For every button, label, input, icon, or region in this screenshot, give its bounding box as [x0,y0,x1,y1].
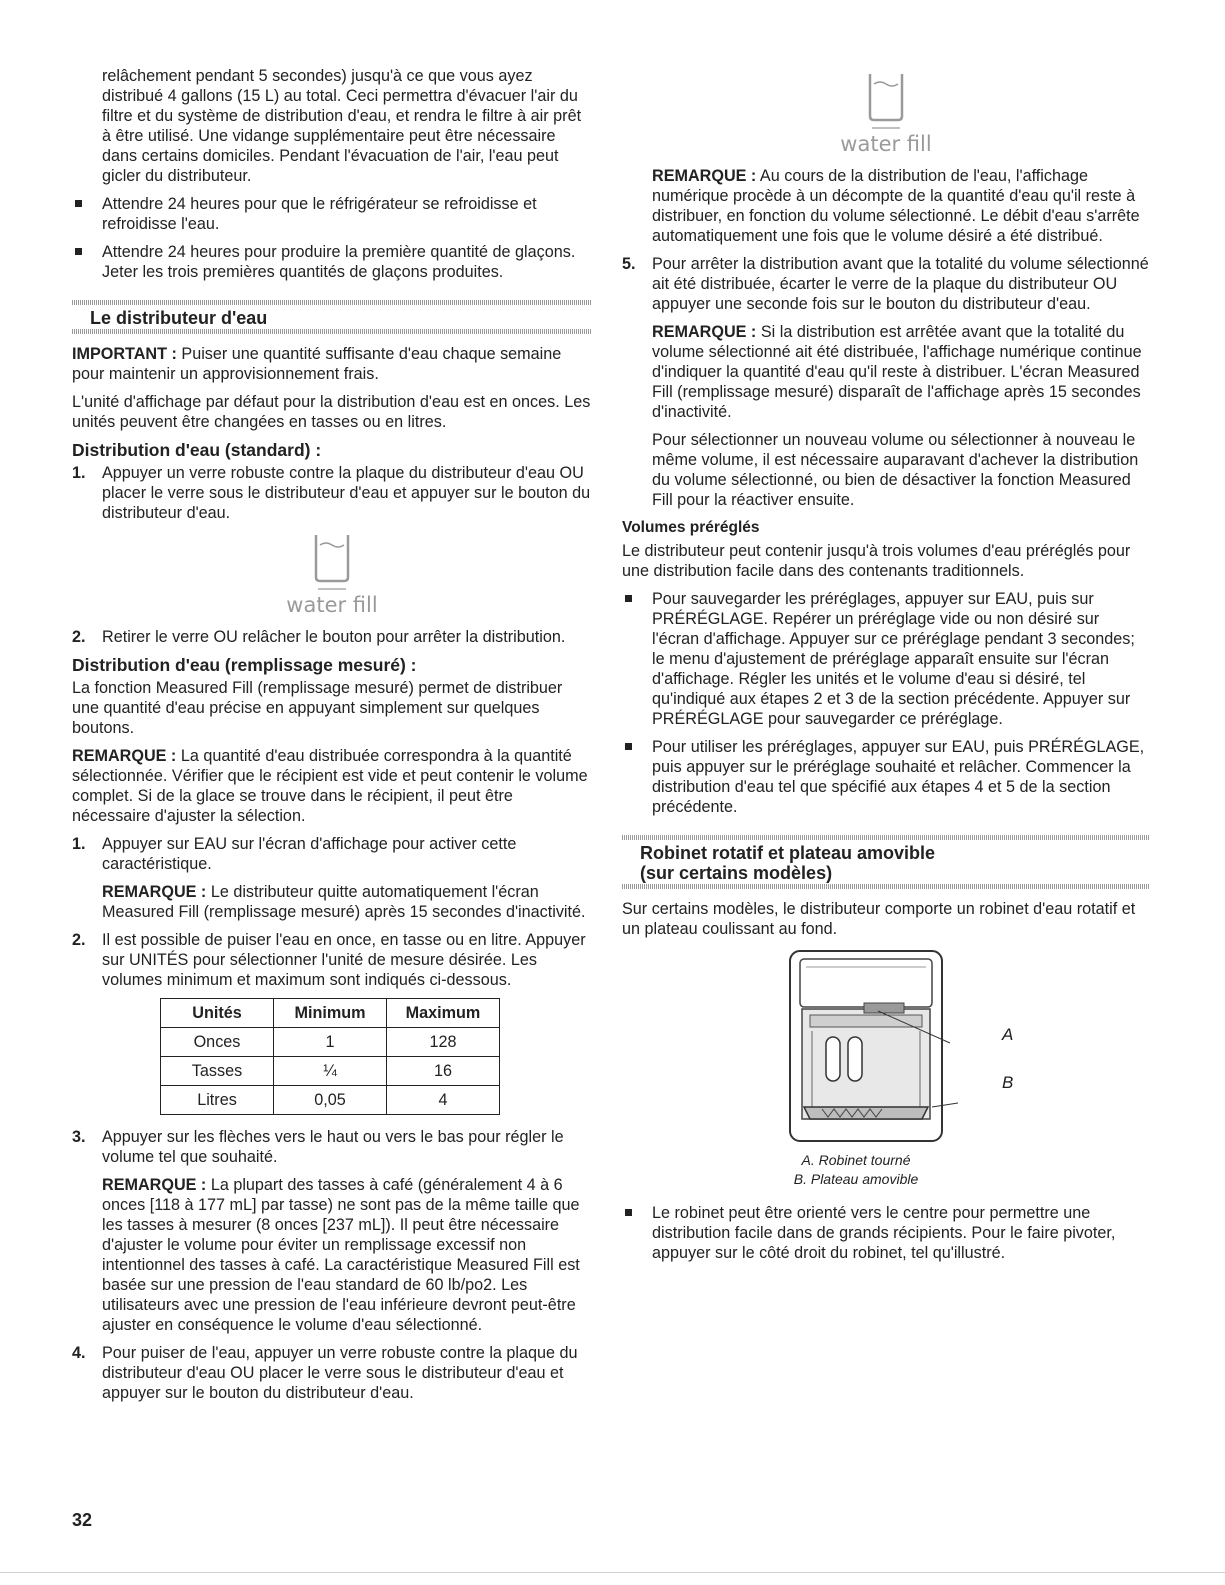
step-item [72,1343,592,1403]
list-item [622,589,1150,729]
bullet-text: Le robinet peut être orienté vers le centre pour permettre une distribution facile dans de grands récipients. Pour le faire pivoter, appuyer sur le côté droit du robinet, tel qu'illustré. [652,1204,1116,1262]
table-row [161,1057,500,1086]
note-paragraph [72,746,592,826]
list-item [622,1203,1150,1263]
table-cell: 1 [274,1028,387,1057]
bullet-square-icon [625,743,632,750]
bullet-square-icon [625,1209,632,1216]
right-column [622,70,1150,1271]
step-number: 3. [72,1128,86,1146]
subheading-standard: Distribution d'eau (standard) : [72,440,322,460]
subheading-presets: Volumes préréglés [622,519,760,536]
glass-icon [302,531,362,591]
note-paragraph [622,322,1150,422]
left-column [72,66,592,1411]
table-cell: Litres [161,1086,274,1115]
note-paragraph [72,882,592,922]
step-item [622,254,1150,314]
step-item [72,463,592,523]
step-number: 5. [622,255,636,273]
note-text: Si la distribution est arrêtée avant que la totalité du volume sélectionné ait été distribuée, l'affichage numérique continue d'indiquer la quantité d'eau qu'il reste à distribuer. L'écran Measured Fill (remplissage mesuré) disparaît de l'affichage après 15 secondes d'inactivité. [652,323,1142,421]
section-heading-line: Robinet rotatif et plateau amovible [640,843,936,863]
table-header-row [161,999,500,1028]
table-row [161,1028,500,1057]
table-cell: 4 [387,1086,500,1115]
step-number: 1. [72,835,86,853]
important-text: Puiser une quantité suffisante d'eau chaque semaine pour maintenir un approvisionnement frais. [72,345,562,383]
bullet-text: Attendre 24 heures pour que le réfrigérateur se refroidisse et refroidisse l'eau. [102,195,537,233]
step-number: 4. [72,1344,86,1362]
water-fill-graphic [72,531,592,617]
bullet-text: Pour utiliser les préréglages, appuyer sur EAU, puis PRÉRÉGLAGE, puis appuyer sur le préréglage souhaité et relâcher. Commencer la distribution d'eau tel que spécifié aux étapes 4 et 5 de la section précédente. [652,738,1145,816]
subheading-measured: Distribution d'eau (remplissage mesuré) : [72,655,417,675]
list-item [72,242,592,282]
water-fill-label: water fill [840,132,932,156]
step-text: Retirer le verre OU relâcher le bouton pour arrêter la distribution. [102,628,566,646]
table-cell: ¼ [274,1057,387,1086]
table-cell: 16 [387,1057,500,1086]
section-heading-faucet-tray [622,835,1150,889]
step-text: Il est possible de puiser l'eau en once, en tasse ou en litre. Appuyer sur UNITÉS pour sélectionner l'unité de mesure désirée. Les volumes minimum et maximum sont indiqués ci-dessous. [102,931,586,989]
step-item [72,930,592,990]
step-number: 2. [72,931,86,949]
note-label: REMARQUE : [652,323,757,341]
step-text: Pour puiser de l'eau, appuyer un verre robuste contre la plaque du distributeur d'eau OU placer le verre sous le distributeur d'eau et appuyer sur le bouton du distributeur d'eau. [102,1344,578,1402]
label-b: B [1002,1073,1014,1092]
step-item [72,1127,592,1167]
dispenser-drawing [782,947,982,1147]
bullet-square-icon [75,248,82,255]
list-item [72,194,592,234]
note-text: La quantité d'eau distribuée correspondra à la quantité sélectionnée. Vérifier que le récipient est vide et peut contenir le volume complet. Si de la glace se trouve dans le récipient, il peut être nécessaire d'ajuster la sélection. [72,747,588,825]
note-paragraph [622,166,1150,246]
list-item [622,737,1150,817]
note-label: REMARQUE : [102,1176,207,1194]
dispenser-illustration [622,947,1150,1147]
faucet-paragraph: Sur certains modèles, le distributeur comporte un robinet d'eau rotatif et un plateau coulissant au fond. [622,900,1136,938]
step-text: Appuyer sur EAU sur l'écran d'affichage pour activer cette caractéristique. [102,835,517,873]
table-header: Unités [161,999,274,1028]
bullet-text: Pour sauvegarder les préréglages, appuyer sur EAU, puis sur PRÉRÉGLAGE. Repérer un préréglage vide ou non désiré sur l'écran d'affichage. Appuyer sur ce préréglage pendant 3 secondes; le menu d'ajustement de préréglage apparaît ensuite sur l'écran d'affichage. Régler les unités et le volume d'eau si désiré, tel qu'indiqué aux étapes 2 et 3 de la section précédente. Appuyer sur PRÉRÉGLAGE pour sauvegarder ce préréglage. [652,590,1135,728]
bullet-text: Attendre 24 heures pour produire la première quantité de glaçons. Jeter les trois premières quantités de glaçons produites. [102,243,576,281]
units-table [160,998,500,1115]
step-item [72,834,592,874]
table-cell: Tasses [161,1057,274,1086]
table-header: Minimum [274,999,387,1028]
step-text: Pour arrêter la distribution avant que la totalité du volume sélectionné ait été distribuée, écarter le verre de la plaque du distributeur OU appuyer une seconde fois sur le bouton du distributeur d'eau. [652,255,1149,313]
paragraph: Pour sélectionner un nouveau volume ou sélectionner à nouveau le même volume, il est nécessaire auparavant d'achever la distribution du volume sélectionné, ou bien de désactiver la fonction Measured Fill pour la réactiver ensuite. [652,431,1139,509]
note-label: REMARQUE : [102,883,207,901]
units-paragraph: L'unité d'affichage par défaut pour la distribution d'eau est en onces. Les unités peuvent être changées en tasses ou en litres. [72,393,591,431]
important-label: IMPORTANT : [72,345,177,363]
bullet-square-icon [625,595,632,602]
step-number: 1. [72,464,86,482]
caption-line: B. Plateau amovible [793,1171,919,1187]
measured-paragraph: La fonction Measured Fill (remplissage mesuré) permet de distribuer une quantité d'eau précise en appuyant simplement sur quelques boutons. [72,679,563,737]
table-cell: 128 [387,1028,500,1057]
intro-paragraph: relâchement pendant 5 secondes) jusqu'à ce que vous ayez distribué 4 gallons (15 L) au total. Ceci permettra d'évacuer l'air du filtre et du système de distribution d'eau, et rendra le filtre à air prêt à être utilisé. Une vidange supplémentaire peut être nécessaire dans certains domiciles. Pendant l'évacuation de l'air, l'eau peut gicler du distributeur. [102,67,582,185]
section-heading-water-dispenser: Le distributeur d'eau [72,300,592,334]
table-header: Maximum [387,999,500,1028]
step-text: Appuyer un verre robuste contre la plaque du distributeur d'eau OU placer le verre sous le distributeur d'eau et appuyer sur le bouton du distributeur d'eau. [102,464,591,522]
note-paragraph [72,1175,592,1335]
water-fill-graphic [622,70,1150,156]
step-text: Appuyer sur les flèches vers le haut ou vers le bas pour régler le volume tel que souhaité. [102,1128,564,1166]
table-cell: 0,05 [274,1086,387,1115]
section-heading-line: (sur certains modèles) [640,863,833,883]
note-text: Au cours de la distribution de l'eau, l'affichage numérique procède à un décompte de la quantité d'eau qu'il reste à distribuer, en fonction du volume sélectionné. Le débit d'eau s'arrête automatiquement une fois que le volume désiré a été distribué. [652,167,1140,245]
bullet-square-icon [75,200,82,207]
water-fill-label: water fill [286,593,378,617]
page-number: 32 [72,1510,93,1530]
page-bottom-divider [0,1572,1225,1573]
note-text: La plupart des tasses à café (généralement 4 à 6 onces [118 à 177 mL] par tasse) ne sont pas de la même taille que les tasses à mesurer (8 onces [237 mL]). Il peut être nécessaire d'ajuster le volume pour éviter un remplissage excessif non intentionnel des tasses à café. La caractéristique Measured Fill est basée sur une pression de l'eau standard de 60 lb/po2. Les utilisateurs avec une pression de l'eau inférieure devront peut-être ajuster en conséquence le volume d'eau sélectionné. [102,1176,580,1334]
caption-line: A. Robinet tourné [801,1152,911,1168]
table-cell: Onces [161,1028,274,1057]
note-label: REMARQUE : [652,167,757,185]
step-number: 2. [72,628,86,646]
glass-icon [856,70,916,130]
important-paragraph [72,344,592,384]
note-label: REMARQUE : [72,747,177,765]
note-text: Le distributeur quitte automatiquement l'écran Measured Fill (remplissage mesuré) après 15 secondes d'inactivité. [102,883,586,921]
figure-caption [622,1151,1150,1189]
presets-paragraph: Le distributeur peut contenir jusqu'à trois volumes d'eau préréglés pour une distribution facile dans des contenants traditionnels. [622,542,1131,580]
label-a: A [1002,1025,1014,1044]
step-item [72,627,592,647]
table-row [161,1086,500,1115]
